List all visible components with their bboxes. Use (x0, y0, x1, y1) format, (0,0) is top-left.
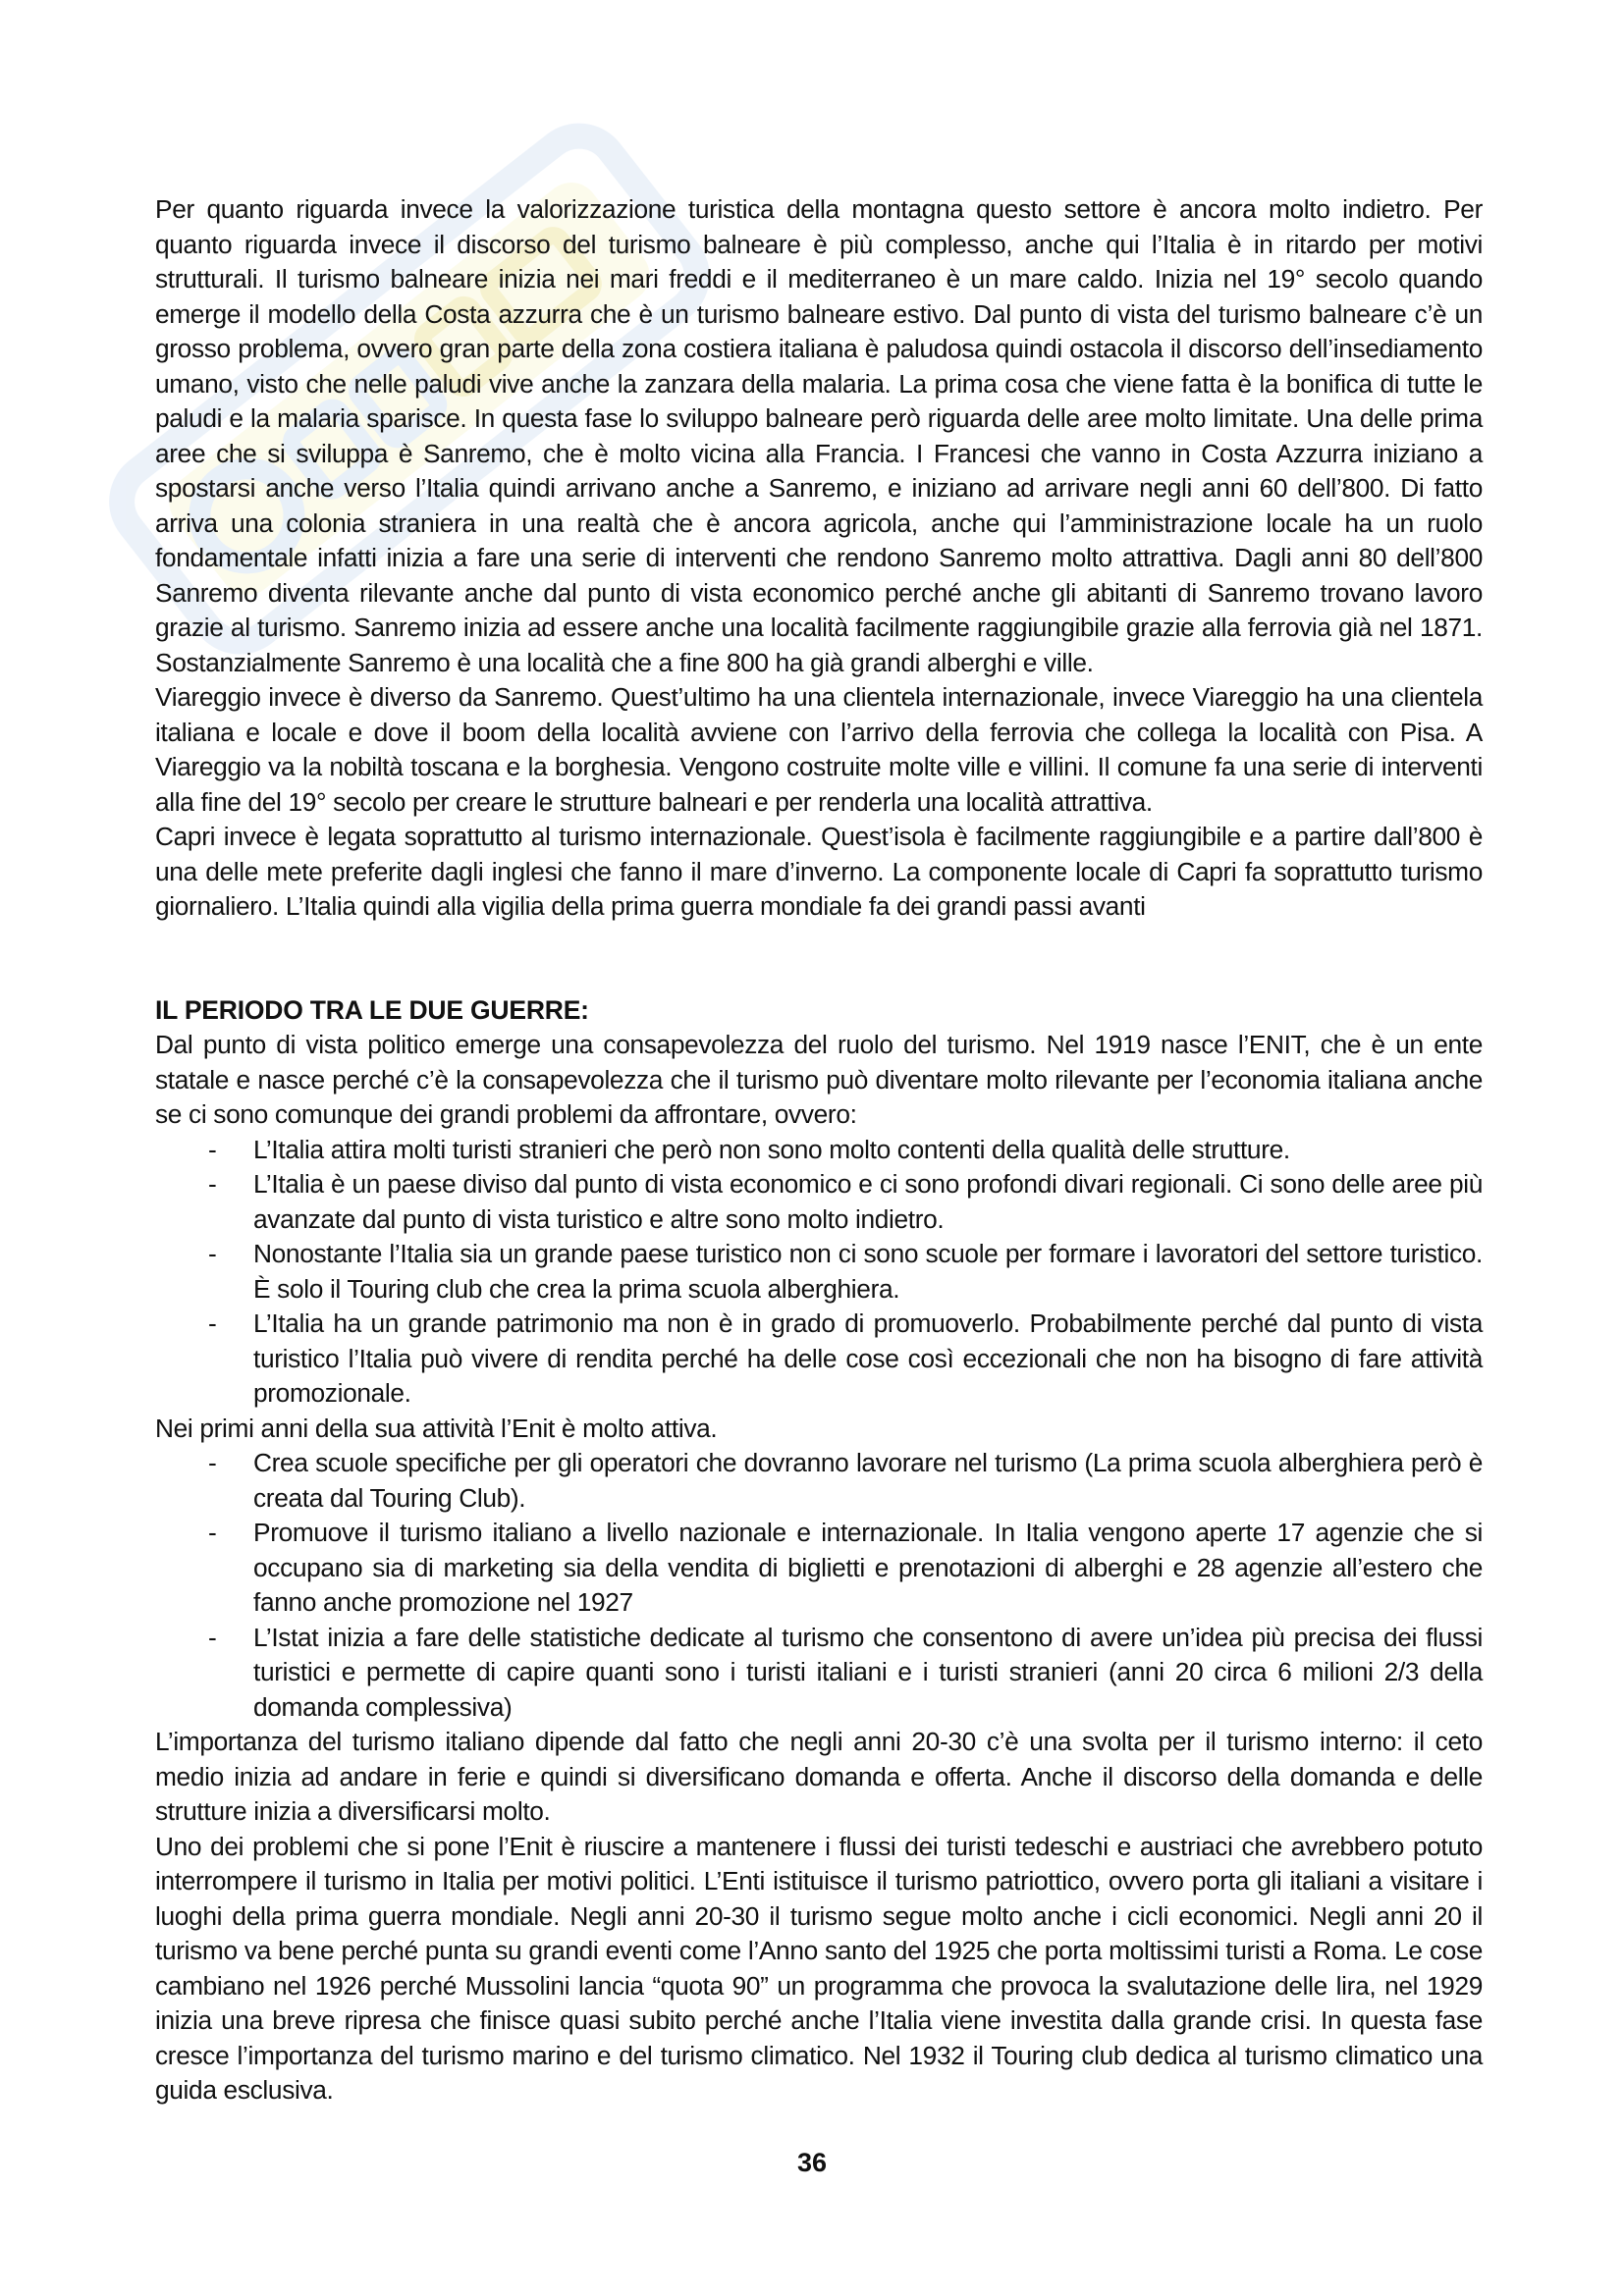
document-body (155, 192, 1483, 2109)
page-number: 36 (796, 2148, 828, 2177)
section-intro: Dal punto di vista politico emerge una consapevolezza del ruolo del turismo. Nel 1919 nasce l’ENIT, che è un ente statale e nasce perché c’è la consapevolezza che il turismo può diventare molto rilevante per l’economia italiana anche se ci sono comunque dei grandi problemi da affrontare, ovvero: (155, 1030, 1483, 1129)
list-item: - L’Italia è un paese diviso dal punto di vista economico e ci sono profondi divari regionali. Ci sono delle aree più avanzate dal punto di vista turistico e altre sono molto indietro. (155, 1167, 1483, 1237)
paragraph-turismo-interno: L’importanza del turismo italiano dipende dal fatto che negli anni 20-30 c’è una svolta per il turismo interno: il ceto medio inizia ad andare in ferie e quindi si diversificano domanda e offerta. Anche il discorso della domanda e delle strutture inizia a diversificarsi molto. (155, 1727, 1483, 1826)
list-item: - L’Istat inizia a fare delle statistiche dedicate al turismo che consentono di avere un’idea più precisa dei flussi turistici e permette di capire quanti sono i turisti italiani e i turisti stranieri (anni 20 circa 6 milioni 2/3 della domanda complessiva) (155, 1621, 1483, 1726)
section-spacer (155, 925, 1483, 993)
section-heading: IL PERIODO TRA LE DUE GUERRE: (155, 994, 589, 1025)
list-item: - L’Italia attira molti turisti stranieri che però non sono molto contenti della qualità delle strutture. (155, 1133, 1483, 1168)
list-item: - L’Italia ha un grande patrimonio ma non è in grado di promuoverlo. Probabilmente perché dal punto di vista turistico l’Italia può vivere di rendita perché ha delle cose così eccezionali che non ha bisogno di fare attività promozionale. (155, 1307, 1483, 1412)
enit-actions-list (155, 1446, 1483, 1725)
list-item: - Crea scuole specifiche per gli operatori che dovranno lavorare nel turismo (La prima scuola alberghiera però è creata dal Touring Club). (155, 1446, 1483, 1516)
paragraph-sanremo: Per quanto riguarda invece la valorizzazione turistica della montagna questo settore è ancora molto indietro. Per quanto riguarda invece il discorso del turismo balneare è più complesso, anche qui l’Italia è in ritardo per motivi strutturali. Il turismo balneare inizia nei mari freddi e il mediterraneo è un mare caldo. Inizia nel 19° secolo quando emerge il modello della Costa azzurra che è un turismo balneare estivo. Dal punto di vista del turismo balneare c’è un grosso problema, ovvero gran parte della zona costiera italiana è paludosa quindi ostacola il discorso dell’insediamento umano, visto che nelle paludi vive anche la zanzara della malaria. La prima cosa che viene fatta è la bonifica di tutte le paludi e la malaria sparisce. In questa fase lo sviluppo balneare però riguarda delle aree molto limitate. Una delle prima aree che si sviluppa è Sanremo, che è molto vicina alla Francia. I Francesi che vanno in Costa Azzurra iniziano a spostarsi anche verso l’Italia quindi arrivano anche a Sanremo, e iniziano ad arrivare negli anni 60 dell’800. Di fatto arriva una colonia straniera in una realtà che è ancora agricola, anche qui l’amministrazione locale ha un ruolo fondamentale infatti inizia a fare una serie di interventi che rendono Sanremo molto attrattiva. Dagli anni 80 dell’800 Sanremo diventa rilevante anche dal punto di vista economico perché anche gli abitanti di Sanremo trovano lavoro grazie al turismo. Sanremo inizia ad essere anche una località facilmente raggiungibile grazie alla ferrovia già nel 1871. Sostanzialmente Sanremo è una località che a fine 800 ha già grandi alberghi e ville. (155, 194, 1483, 677)
enit-intro: Nei primi anni della sua attività l’Enit è molto attiva. (155, 1413, 718, 1443)
paragraph-capri: Capri invece è legata soprattutto al turismo internazionale. Quest’isola è facilmente raggiungibile e a partire dall’800 è una delle mete preferite dagli inglesi che fanno il mare d’inverno. La componente locale di Capri fa soprattutto turismo giornaliero. L’Italia quindi alla vigilia della prima guerra mondiale fa dei grandi passi avanti (155, 822, 1483, 921)
paragraph-problemi-enit: Uno dei problemi che si pone l’Enit è riuscire a mantenere i flussi dei turisti tedeschi e austriaci che avrebbero potuto interrompere il turismo in Italia per motivi politici. L’Enti istituisce il turismo patriottico, ovvero porta gli italiani a visitare i luoghi della prima guerra mondiale. Negli anni 20-30 il turismo segue molto anche i cicli economici. Negli anni 20 il turismo va bene perché punta su grandi eventi come l’Anno santo del 1925 che porta moltissimi turisti a Roma. Le cose cambiano nel 1926 perché Mussolini lancia “quota 90” un programma che provoca la svalutazione delle lira, nel 1929 inizia una breve ripresa che finisce quasi subito perché anche l’Italia viene investita dalla grande crisi. In questa fase cresce l’importanza del turismo marino e del turismo climatico. Nel 1932 il Touring club dedica al turismo climatico una guida esclusiva. (155, 1831, 1483, 2105)
problems-list (155, 1133, 1483, 1412)
list-item: - Nonostante l’Italia sia un grande paese turistico non ci sono scuole per formare i lavoratori del settore turistico. È solo il Touring club che crea la prima scuola alberghiera. (155, 1237, 1483, 1307)
paragraph-viareggio: Viareggio invece è diverso da Sanremo. Quest’ultimo ha una clientela internazionale, invece Viareggio ha una clientela italiana e locale e dove il boom della località avviene con l’arrivo della ferrovia che collega la località con Pisa. A Viareggio va la nobiltà toscana e la borghesia. Vengono costruite molte ville e villini. Il comune fa una serie di interventi alla fine del 19° secolo per creare le strutture balneari e per renderla una località attrattiva. (155, 682, 1483, 817)
list-item: - Promuove il turismo italiano a livello nazionale e internazionale. In Italia vengono aperte 17 agenzie che si occupano sia di marketing sia della vendita di biglietti e prenotazioni di alberghi e 28 agenzie all’estero che fanno anche promozione nel 1927 (155, 1516, 1483, 1621)
